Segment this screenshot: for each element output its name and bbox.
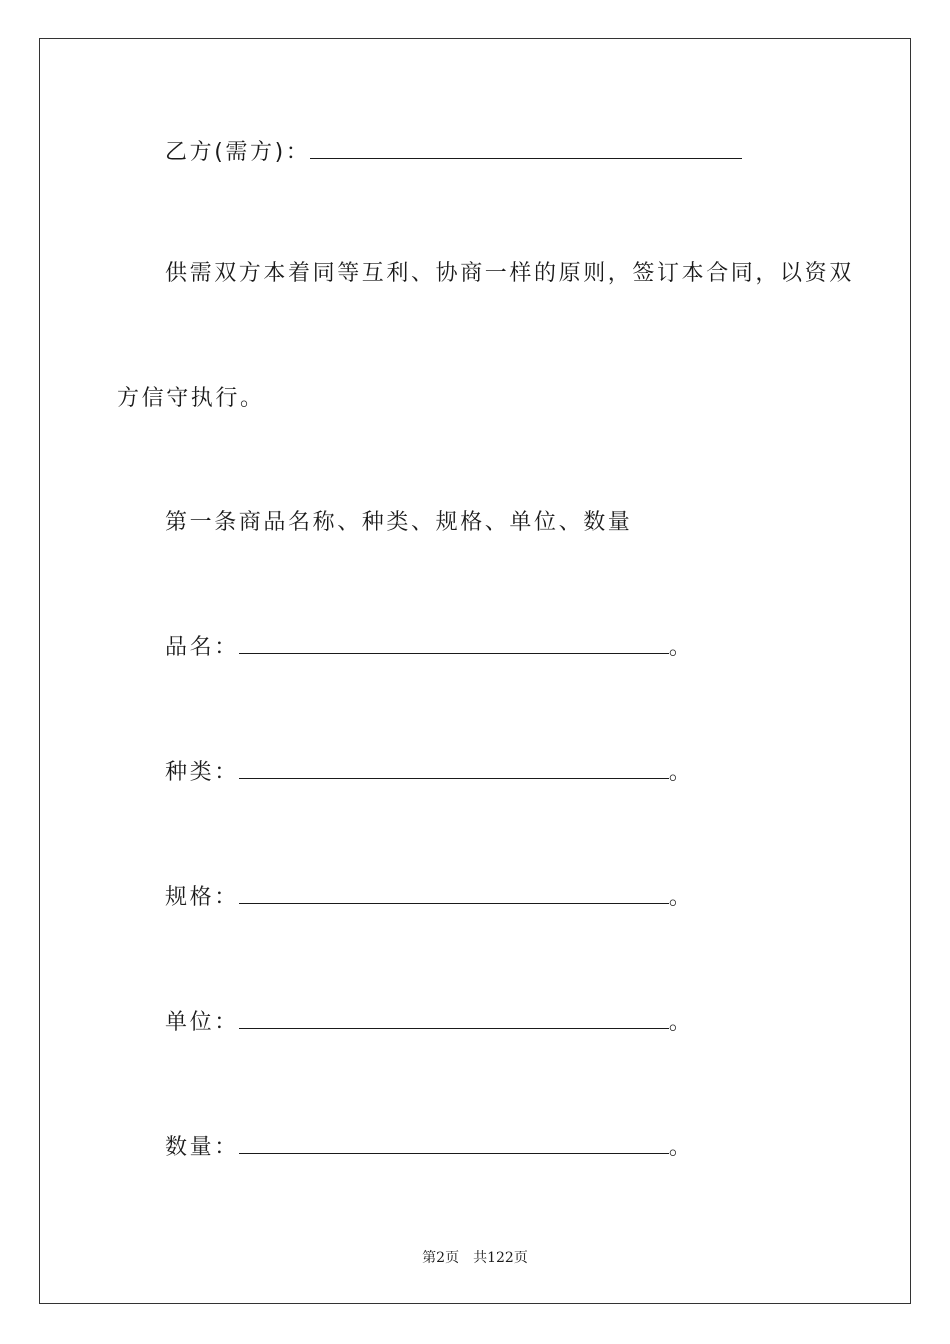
- field-label: 种类：: [165, 760, 239, 785]
- field-end: 。: [668, 760, 694, 785]
- field-unit-blank[interactable]: [239, 1008, 669, 1029]
- field-end: 。: [668, 1135, 694, 1160]
- article-1-title: 第一条商品名称、种类、规格、单位、数量: [165, 510, 633, 535]
- party-b-line: [165, 138, 742, 167]
- field-end: 。: [668, 635, 694, 660]
- field-quantity-line: [165, 1133, 693, 1162]
- field-category-line: [165, 758, 693, 787]
- field-name-blank[interactable]: [239, 633, 669, 654]
- field-category-blank[interactable]: [239, 758, 669, 779]
- field-spec-blank[interactable]: [239, 883, 669, 904]
- page-border: [39, 38, 911, 1304]
- field-end: 。: [668, 1010, 694, 1035]
- field-label: 规格：: [165, 885, 239, 910]
- field-unit-line: [165, 1008, 693, 1037]
- field-name-line: [165, 633, 693, 662]
- party-b-label: 乙方(需方)：: [165, 140, 311, 165]
- intro-line-1: 供需双方本着同等互利、协商一样的原则，签订本合同，以资双: [165, 261, 854, 286]
- field-spec-line: [165, 883, 693, 912]
- field-label: 数量：: [165, 1135, 239, 1160]
- field-end: 。: [668, 885, 694, 910]
- field-label: 单位：: [165, 1010, 239, 1035]
- field-quantity-blank[interactable]: [239, 1133, 669, 1154]
- page-footer: [0, 1247, 950, 1267]
- page-current: 第2页: [422, 1250, 460, 1266]
- party-b-blank[interactable]: [310, 138, 742, 159]
- intro-line-2: 方信守执行。: [117, 386, 265, 411]
- field-label: 品名：: [165, 635, 239, 660]
- page-total: 共122页: [473, 1250, 528, 1266]
